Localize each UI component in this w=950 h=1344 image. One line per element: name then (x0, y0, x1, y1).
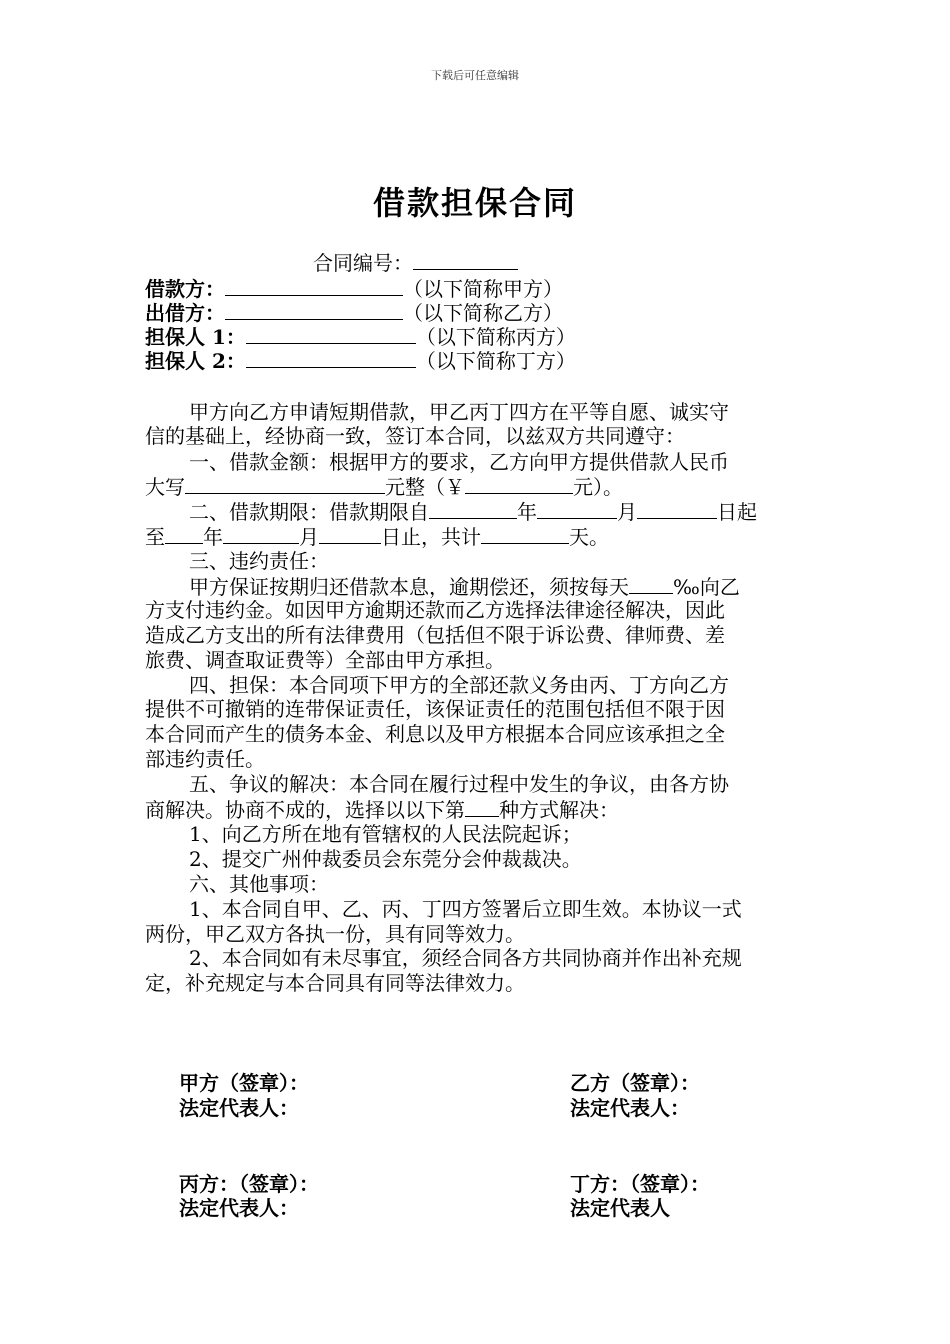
party-suffix: （以下简称甲方） (403, 277, 563, 301)
start-month-blank[interactable] (537, 499, 617, 519)
signature-party-d-rep: 法定代表人 (570, 1196, 670, 1220)
clause-4-line: 提供不可撤销的连带保证责任，该保证责任的范围包括但不限于因 (145, 697, 725, 721)
signature-party-a-rep: 法定代表人： (179, 1096, 299, 1120)
clause-4-line: 四、担保：本合同项下甲方的全部还款义务由丙、丁方向乙方 (189, 673, 729, 697)
text: 至 (145, 525, 165, 549)
text: 月 (299, 525, 319, 549)
clause-3-line (189, 574, 740, 599)
clause-4-line: 本合同而产生的债务本金、利息以及甲方根据本合同应该承担之全 (145, 722, 725, 746)
clause-5-line (145, 797, 619, 822)
party-name-blank[interactable] (246, 348, 416, 368)
clause-3-line: 旅费、调查取证费等）全部由甲方承担。 (145, 648, 505, 672)
text: 甲方保证按期归还借款本息，逾期偿还，须按每天 (189, 575, 629, 599)
text: 月 (617, 500, 637, 524)
intro-line: 信的基础上，经协商一致，签订本合同，以兹双方共同遵守： (145, 424, 685, 448)
text: 年 (203, 525, 223, 549)
clause-5-line: 五、争议的解决：本合同在履行过程中发生的争议，由各方协 (189, 772, 729, 796)
signature-party-a: 甲方（签章）： (179, 1071, 309, 1095)
contract-number-blank[interactable] (413, 250, 518, 270)
amount-words-blank[interactable] (185, 474, 385, 494)
clause-6-line: 定，补充规定与本合同具有同等法律效力。 (145, 971, 525, 995)
party-name-blank[interactable] (225, 276, 403, 296)
start-year-blank[interactable] (429, 499, 517, 519)
clause-2-line (189, 499, 757, 524)
amount-figures-blank[interactable] (465, 474, 573, 494)
party-name-blank[interactable] (225, 300, 403, 320)
text: 大写 (145, 475, 185, 499)
dispute-option-blank[interactable] (465, 797, 499, 817)
clause-6-line: 两份，甲乙双方各执一份，具有同等效力。 (145, 922, 525, 946)
party-suffix: （以下简称丙方） (415, 325, 576, 349)
party-suffix: （以下简称丁方） (415, 349, 576, 373)
end-day-blank[interactable] (319, 524, 381, 544)
end-year-blank[interactable] (165, 524, 203, 544)
contract-number-label: 合同编号： (313, 251, 413, 275)
party-name-blank[interactable] (246, 324, 416, 344)
party-suffix: （以下简称乙方） (403, 301, 563, 325)
text: 日止，共计 (381, 525, 481, 549)
start-day-blank[interactable] (637, 499, 717, 519)
text: 二、借款期限：借款期限自 (189, 500, 429, 524)
intro-line: 甲方向乙方申请短期借款，甲乙丙丁四方在平等自愿、诚实守 (189, 400, 729, 424)
party-guarantor-1 (145, 324, 576, 349)
end-month-blank[interactable] (223, 524, 299, 544)
total-days-blank[interactable] (481, 524, 569, 544)
document-title: 借款担保合同 (372, 184, 577, 222)
clause-3-title: 三、违约责任： (189, 549, 329, 573)
clause-1-amount-line (145, 474, 623, 499)
party-guarantor-2 (145, 348, 576, 373)
party-label: 出借方： (145, 301, 225, 325)
signature-party-c: 丙方：（签章）： (179, 1172, 319, 1196)
signature-party-b: 乙方（签章）： (570, 1071, 700, 1095)
signature-party-d: 丁方：（签章）： (570, 1172, 710, 1196)
party-borrower (145, 276, 563, 301)
text: 元整（￥ (385, 475, 465, 499)
clause-5-option: 2、提交广州仲裁委员会东莞分会仲裁裁决。 (189, 847, 582, 871)
header-note: 下载后可任意编辑 (431, 69, 519, 82)
signature-party-c-rep: 法定代表人： (179, 1196, 299, 1220)
clause-6-line: 2、本合同如有未尽事宜，须经合同各方共同协商并作出补充规 (189, 946, 742, 970)
text: 天。 (569, 525, 609, 549)
party-label: 担保人 1： (145, 325, 246, 349)
clause-6-line: 1、本合同自甲、乙、丙、丁四方签署后立即生效。本协议一式 (189, 897, 742, 921)
clause-3-line: 造成乙方支出的所有法律费用（包括但不限于诉讼费、律师费、差 (145, 623, 725, 647)
clause-4-line: 部违约责任。 (145, 747, 265, 771)
penalty-rate-blank[interactable] (629, 574, 673, 594)
text: 年 (517, 500, 537, 524)
text: 日起 (717, 500, 757, 524)
clause-1-line: 一、借款金额：根据甲方的要求，乙方向甲方提供借款人民币 (189, 450, 729, 474)
clause-5-option: 1、向乙方所在地有管辖权的人民法院起诉； (189, 822, 582, 846)
signature-party-b-rep: 法定代表人： (570, 1096, 690, 1120)
party-lender (145, 300, 563, 325)
contract-number-line (313, 250, 518, 275)
clause-3-line: 方支付违约金。如因甲方逾期还款而乙方选择法律途径解决，因此 (145, 598, 725, 622)
text: ‰向乙 (673, 575, 740, 599)
party-label: 担保人 2： (145, 349, 246, 373)
text: 元）。 (573, 475, 623, 499)
text: 商解决。协商不成的，选择以以下第 (145, 798, 465, 822)
clause-6-title: 六、其他事项： (189, 872, 329, 896)
text: 种方式解决： (499, 798, 619, 822)
party-label: 借款方： (145, 277, 225, 301)
clause-2-line (145, 524, 609, 549)
